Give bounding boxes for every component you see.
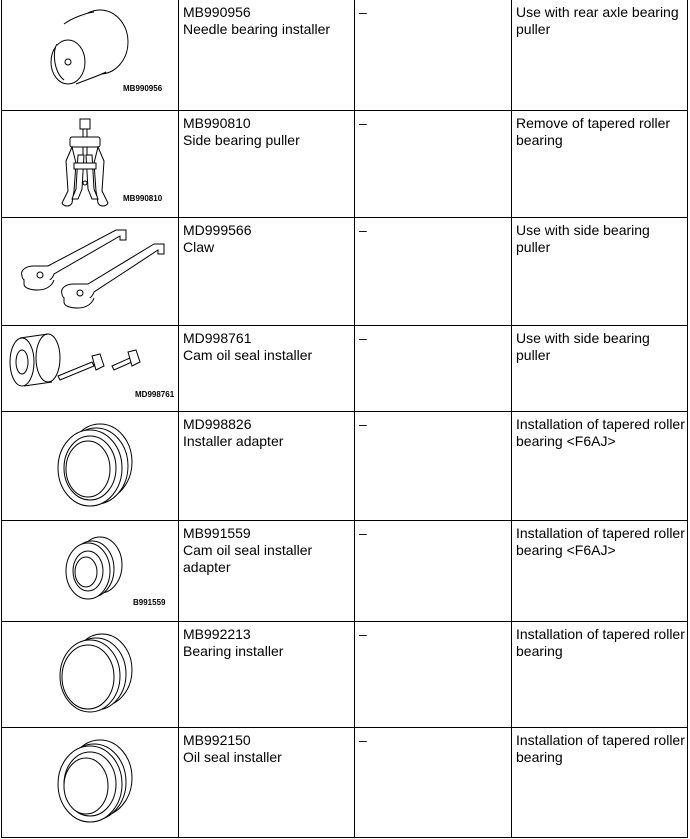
- table-row: [2, 728, 688, 838]
- tool-part-number: MB990810: [183, 115, 251, 131]
- tool-spec-cell: [355, 521, 512, 622]
- tool-application: Installation of tapered roller bearing <F6AJ>: [516, 416, 685, 449]
- needle-bearing-installer-icon: [2, 0, 179, 110]
- tool-spec-cell: [355, 218, 512, 326]
- tool-application-cell: [512, 0, 688, 111]
- tool-description-cell: [179, 0, 355, 111]
- tool-spec: –: [359, 732, 367, 748]
- tool-illustration-cell: [2, 728, 179, 838]
- installer-adapter-icon: [2, 412, 179, 520]
- tool-spec: –: [359, 222, 367, 238]
- tool-name: Installer adapter: [183, 433, 284, 449]
- tool-description-cell: [179, 326, 355, 412]
- tool-application: Use with side bearing puller: [516, 222, 650, 255]
- claw-icon: [2, 218, 179, 325]
- tool-illustration-cell: [2, 326, 179, 412]
- tool-name: Side bearing puller: [183, 132, 300, 148]
- tool-application: Use with side bearing puller: [516, 330, 650, 363]
- tool-description-cell: [179, 728, 355, 838]
- special-tools-table: [1, 0, 688, 838]
- tool-description-cell: [179, 218, 355, 326]
- tool-application-cell: [512, 218, 688, 326]
- tool-spec-cell: [355, 728, 512, 838]
- tool-description-cell: [179, 622, 355, 728]
- tool-application: Installation of tapered roller bearing: [516, 732, 685, 765]
- tool-illustration-cell: [2, 622, 179, 728]
- tool-application: Installation of tapered roller bearing: [516, 626, 685, 659]
- tool-illustration-cell: [2, 412, 179, 521]
- tool-image-code: B991559: [133, 598, 166, 607]
- tool-spec: –: [359, 626, 367, 642]
- tool-application: Remove of tapered roller bearing: [516, 115, 671, 148]
- table-row: [2, 326, 688, 412]
- tool-spec-cell: [355, 111, 512, 218]
- tool-application: Installation of tapered roller bearing <F6AJ>: [516, 525, 685, 558]
- tool-part-number: MD999566: [183, 222, 252, 238]
- tool-application: Use with rear axle bearing puller: [516, 4, 679, 37]
- tool-image-code: MD998761: [135, 390, 175, 399]
- tool-name: Needle bearing installer: [183, 21, 331, 37]
- tool-spec-cell: [355, 622, 512, 728]
- table-row: [2, 218, 688, 326]
- tool-spec-cell: [355, 0, 512, 111]
- tool-image-code: MB990956: [123, 84, 163, 93]
- tool-application-cell: [512, 326, 688, 412]
- tool-part-number: MD998826: [183, 416, 252, 432]
- tool-spec: –: [359, 115, 367, 131]
- tool-name: Bearing installer: [183, 643, 284, 659]
- table-row: [2, 521, 688, 622]
- tool-spec-cell: [355, 412, 512, 521]
- tool-part-number: MD998761: [183, 330, 252, 346]
- tool-illustration-cell: [2, 521, 179, 622]
- tool-illustration-cell: [2, 111, 179, 218]
- tool-part-number: MB992213: [183, 626, 251, 642]
- tool-spec: –: [359, 4, 367, 20]
- tool-spec-cell: [355, 326, 512, 412]
- tool-description-cell: [179, 412, 355, 521]
- tool-part-number: MB990956: [183, 4, 251, 20]
- tool-name: Claw: [183, 239, 215, 255]
- bearing-installer-icon: [2, 622, 179, 727]
- tool-description-cell: [179, 111, 355, 218]
- tool-spec: –: [359, 525, 367, 541]
- tool-spec: –: [359, 330, 367, 346]
- tool-part-number: MB991559: [183, 525, 251, 541]
- tool-name: Oil seal installer: [183, 749, 282, 765]
- tool-application-cell: [512, 111, 688, 218]
- tool-application-cell: [512, 622, 688, 728]
- tool-application-cell: [512, 728, 688, 838]
- oil-seal-installer-icon: [2, 728, 179, 837]
- table-row: [2, 111, 688, 218]
- table-row: [2, 412, 688, 521]
- tool-spec: –: [359, 416, 367, 432]
- tool-illustration-cell: [2, 218, 179, 326]
- tool-application-cell: [512, 412, 688, 521]
- tool-part-number: MB992150: [183, 732, 251, 748]
- tool-image-code: MB990810: [123, 194, 163, 203]
- table-row: [2, 622, 688, 728]
- tool-application-cell: [512, 521, 688, 622]
- tool-name: Cam oil seal installer: [183, 347, 313, 363]
- tool-name: Cam oil seal installer adapter: [183, 542, 313, 575]
- table-row: [2, 0, 688, 111]
- tool-description-cell: [179, 521, 355, 622]
- tool-illustration-cell: [2, 0, 179, 111]
